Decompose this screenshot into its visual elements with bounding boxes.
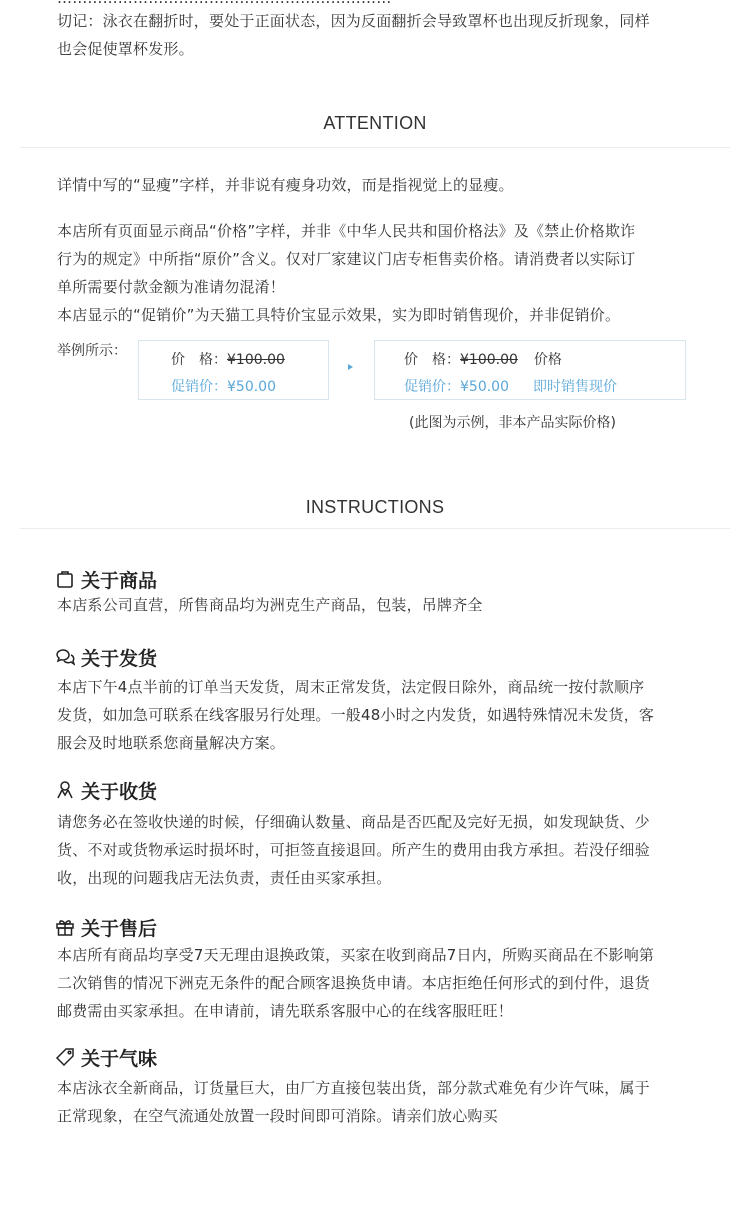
- product-section-heading: [55, 566, 157, 592]
- sale-price-row: [404, 376, 617, 396]
- section-heading-text: 关于发货: [81, 647, 158, 670]
- price-row: [404, 349, 562, 369]
- instructions-title: INSTRUCTIONS: [305, 497, 445, 517]
- chat-bubbles-icon: [55, 647, 75, 667]
- sale-price-value: ¥50.00: [227, 379, 276, 395]
- price-row: [171, 349, 285, 369]
- slimming-disclaimer: 详情中写的“显瘦”字样，并非说有瘦身功效，而是指视觉上的显瘦。: [57, 176, 514, 194]
- tag-icon: [55, 1047, 75, 1067]
- example-price-box-original: [138, 340, 329, 400]
- example-note: (此图为示例，非本产品实际价格): [409, 415, 616, 431]
- section-heading-text: 关于气味: [81, 1047, 158, 1070]
- odor-section-text: 本店泳衣全新商品，订货量巨大，由厂方直接包装出货，部分款式难免有少许气味，属于 正常现象，在空气流通处放置一段时间即可消除。请亲们放心购买: [57, 1079, 650, 1125]
- sale-price-label: 促销价：: [171, 379, 227, 395]
- gift-icon: [55, 917, 75, 937]
- example-price-box-explained: [374, 340, 686, 400]
- sale-price-meaning: 即时销售现价: [533, 379, 617, 395]
- section-heading-text: 关于商品: [81, 569, 158, 592]
- attention-title: ATTENTION: [323, 113, 427, 133]
- example-label: 举例所示：: [57, 343, 127, 359]
- sale-price-label: 促销价：: [404, 379, 460, 395]
- price-disclaimer: 本店所有页面显示商品“价格”字样，并非《中华人民共和国价格法》及《禁止价格欺诈 行为的规定》中所指“原价”含义。仅对厂家建议门店专柜售卖价格。请消费者以实际订 单所需要付款金额为准请勿混淆！ 本店显示的“促销价”为天猫工具特价宝显示效果，实为即时销售现价，并非促销价。: [57, 222, 636, 324]
- price-value: ¥100.00: [460, 352, 518, 368]
- section-heading-text: 关于售后: [81, 917, 158, 940]
- sale-price-value: ¥50.00: [460, 379, 509, 395]
- product-section-text: 本店系公司直营，所售商品均为洲克生产商品，包装，吊牌齐全: [57, 596, 483, 614]
- price-value: ¥100.00: [227, 352, 285, 368]
- shipping-section-heading: [55, 644, 157, 670]
- price-label: 价 格：: [404, 352, 460, 368]
- sale-price-row: [171, 376, 276, 396]
- section-heading-text: 关于收货: [81, 780, 158, 803]
- price-meaning: 价格: [533, 352, 562, 368]
- after-sales-section-text: 本店所有商品均享受7天无理由退换政策，买家在收到商品7日内，所购买商品在不影响第 二次销售的情况下洲克无条件的配合顾客退换货申请。本店拒绝任何形式的到付件，退货 邮费需由买家承担。在申请前，请先联系客服中心的在线客服旺旺！: [57, 946, 655, 1020]
- attention-divider: [20, 147, 730, 148]
- swimsuit-care-note: 切记：泳衣在翻折时，要处于正面状态，因为反面翻折会导致罩杯也出现反折现象，同样 也会促使罩杯发形。: [57, 12, 650, 58]
- receiving-section-text: 请您务必在签收快递的时候，仔细确认数量、商品是否匹配及完好无损，如发现缺货、少 货、不对或货物承运时损坏时，可拒签直接退回。所产生的费用由我方承担。若没仔细验 收，出现的问题我店无法负责，责任由买家承担。: [57, 813, 650, 887]
- after-sales-section-heading: [55, 914, 157, 940]
- receiving-section-heading: [55, 777, 157, 803]
- shopping-bag-icon: [55, 569, 75, 589]
- price-label: 价 格：: [171, 352, 227, 368]
- arrow-right-icon: [348, 364, 353, 370]
- receive-people-icon: [55, 780, 75, 800]
- instructions-divider: [20, 528, 730, 529]
- shipping-section-text: 本店下午4点半前的订单当天发货，周末正常发货，法定假日除外，商品统一按付款顺序 发货，如加急可联系在线客服另行处理。一般48小时之内发货，如遇特殊情况未发货，客 服会及时地联系您商量解决方案。: [57, 678, 655, 752]
- odor-section-heading: [55, 1044, 157, 1070]
